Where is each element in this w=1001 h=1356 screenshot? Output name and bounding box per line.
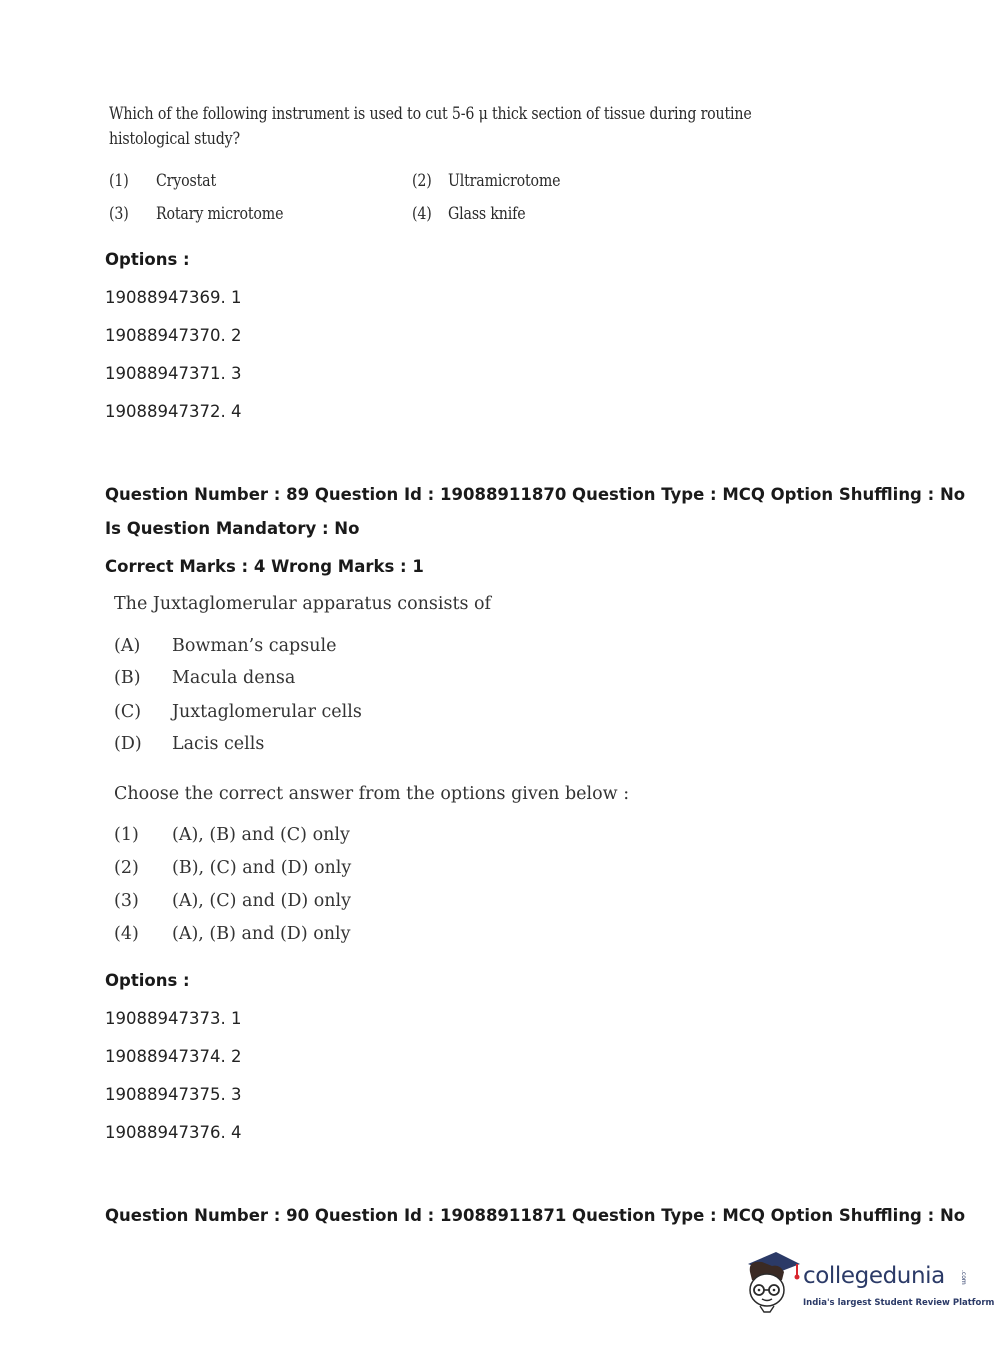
option-id: 19088947369. 1 (105, 288, 242, 307)
question-stem-line-2: histological study? (109, 129, 240, 148)
item-label: (C) (114, 702, 142, 722)
question-header: Question Number : 90 Question Id : 19088911871 Question Type : MCQ Option Shuffling : No (105, 1206, 966, 1225)
choice-number: (1) (114, 825, 139, 845)
question-stem: The Juxtaglomerular apparatus consists of (114, 594, 492, 614)
choice-text: (A), (B) and (C) only (172, 825, 350, 845)
question-mandatory: Is Question Mandatory : No (105, 519, 360, 538)
choice-text: Rotary microtome (156, 204, 284, 223)
choice-text: Ultramicrotome (448, 171, 561, 190)
choice-number: (3) (114, 891, 139, 911)
question-instruction: Choose the correct answer from the options given below : (114, 784, 630, 804)
choice-text: (A), (B) and (D) only (172, 924, 351, 944)
item-text: Lacis cells (172, 734, 265, 754)
item-text: Bowman’s capsule (172, 636, 337, 656)
collegedunia-mascot-icon (742, 1250, 802, 1314)
brand-name: collegedunia (803, 1263, 945, 1289)
choice-number: (2) (412, 171, 432, 190)
choice-number: (4) (114, 924, 139, 944)
choice-number: (3) (109, 204, 129, 223)
question-header: Question Number : 89 Question Id : 19088911870 Question Type : MCQ Option Shuffling : No (105, 485, 966, 504)
question-marks: Correct Marks : 4 Wrong Marks : 1 (105, 557, 424, 576)
choice-number: (4) (412, 204, 432, 223)
brand-tagline: India's largest Student Review Platform (803, 1298, 995, 1308)
option-id: 19088947370. 2 (105, 326, 242, 345)
options-label: Options : (105, 971, 190, 990)
choice-text: (A), (C) and (D) only (172, 891, 352, 911)
option-id: 19088947373. 1 (105, 1009, 242, 1028)
options-label: Options : (105, 250, 190, 269)
choice-text: (B), (C) and (D) only (172, 858, 352, 878)
item-text: Juxtaglomerular cells (172, 702, 362, 722)
choice-text: Cryostat (156, 171, 216, 190)
question-stem-line-1: Which of the following instrument is used to cut 5-6 μ thick section of tissue during routine (109, 104, 752, 123)
choice-number: (1) (109, 171, 129, 190)
option-id: 19088947375. 3 (105, 1085, 242, 1104)
option-id: 19088947371. 3 (105, 364, 242, 383)
option-id: 19088947376. 4 (105, 1123, 242, 1142)
item-text: Macula densa (172, 668, 296, 688)
choice-number: (2) (114, 858, 139, 878)
item-label: (A) (114, 636, 141, 656)
option-id: 19088947374. 2 (105, 1047, 242, 1066)
choice-text: Glass knife (448, 204, 526, 223)
option-id: 19088947372. 4 (105, 402, 242, 421)
brand-suffix: .com (960, 1270, 967, 1285)
item-label: (D) (114, 734, 142, 754)
item-label: (B) (114, 668, 141, 688)
